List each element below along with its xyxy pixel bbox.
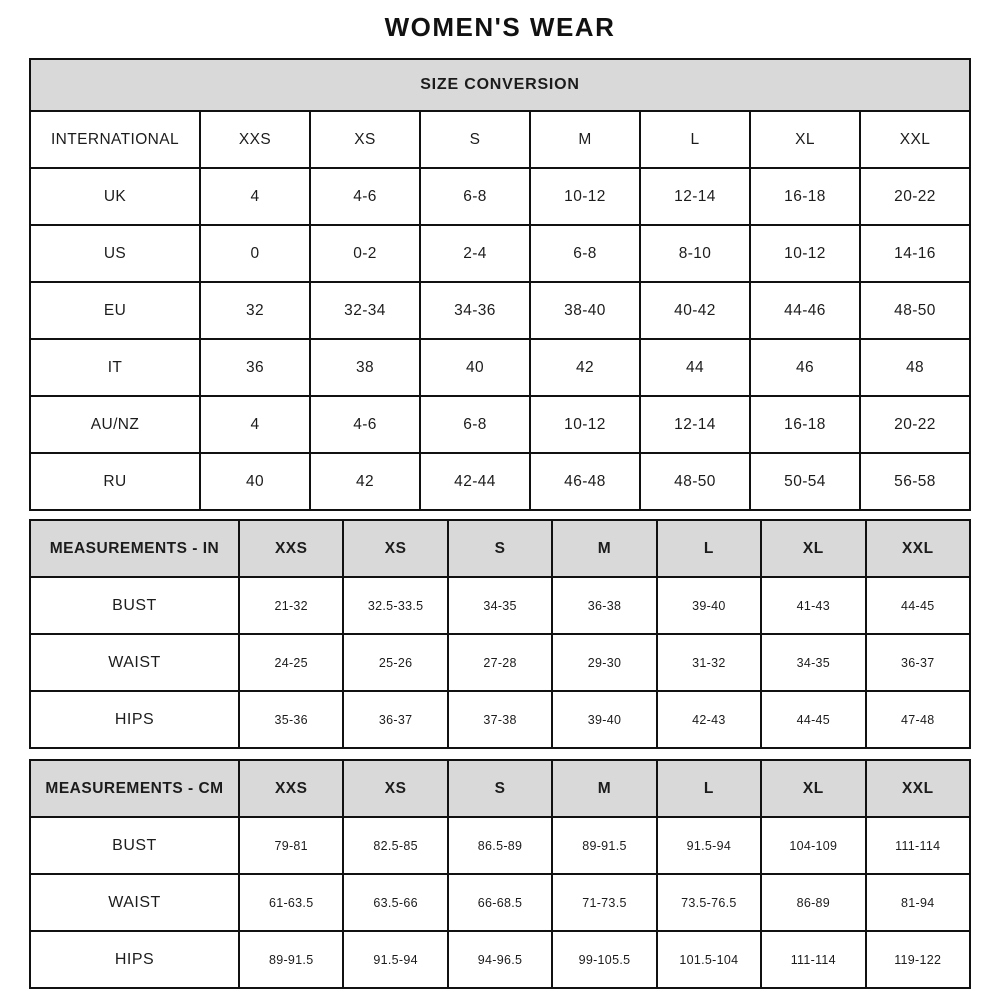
size-header: XXL [866,520,970,577]
size-cell: 20-22 [860,168,970,225]
size-cell: 38-40 [530,282,640,339]
size-cell: 12-14 [640,396,750,453]
size-cell: 0 [200,225,310,282]
measurement-cell: 99-105.5 [552,931,656,988]
measurement-cell: 31-32 [657,634,761,691]
size-cell: 6-8 [530,225,640,282]
size-header: XL [761,520,865,577]
table-row [30,931,970,988]
size-header: XS [343,760,447,817]
measurements-cm-title: MEASUREMENTS - CM [30,760,239,817]
table-row [30,874,970,931]
measurement-cell: 36-37 [343,691,447,748]
size-cell: 2-4 [420,225,530,282]
measurement-cell: 119-122 [866,931,970,988]
measurement-cell: 91.5-94 [657,817,761,874]
size-header: M [552,520,656,577]
measurement-cell: 29-30 [552,634,656,691]
size-header: XXS [239,520,343,577]
measurement-cell: 36-37 [866,634,970,691]
size-cell: 4-6 [310,396,420,453]
size-header: XL [761,760,865,817]
size-cell: XXL [860,111,970,168]
size-header: XXS [239,760,343,817]
row-label: WAIST [30,874,239,931]
size-cell: 50-54 [750,453,860,510]
size-cell: 40 [200,453,310,510]
size-cell: L [640,111,750,168]
size-cell: 8-10 [640,225,750,282]
size-header: XXL [866,760,970,817]
table-row [30,396,970,453]
size-cell: 42 [530,339,640,396]
table-row [30,453,970,510]
measurement-cell: 41-43 [761,577,865,634]
size-cell: 56-58 [860,453,970,510]
size-cell: 4 [200,396,310,453]
size-cell: 40-42 [640,282,750,339]
measurement-cell: 44-45 [866,577,970,634]
row-label: IT [30,339,200,396]
size-cell: S [420,111,530,168]
measurement-cell: 89-91.5 [239,931,343,988]
measurement-cell: 37-38 [448,691,552,748]
row-label: HIPS [30,931,239,988]
table-row [30,282,970,339]
row-label: RU [30,453,200,510]
size-cell: 38 [310,339,420,396]
size-cell: 46 [750,339,860,396]
row-label: HIPS [30,691,239,748]
size-conversion-title: SIZE CONVERSION [30,59,970,111]
measurement-cell: 101.5-104 [657,931,761,988]
measurement-cell: 89-91.5 [552,817,656,874]
row-label: BUST [30,577,239,634]
measurement-cell: 81-94 [866,874,970,931]
page-title: WOMEN'S WEAR [384,12,616,42]
measurement-cell: 91.5-94 [343,931,447,988]
size-conversion-table [29,58,971,511]
measurement-cell: 34-35 [761,634,865,691]
table-row [30,817,970,874]
size-cell: 10-12 [530,168,640,225]
size-header: XS [343,520,447,577]
measurement-cell: 94-96.5 [448,931,552,988]
row-label: INTERNATIONAL [30,111,200,168]
measurement-cell: 71-73.5 [552,874,656,931]
measurement-cell: 111-114 [866,817,970,874]
size-header: L [657,760,761,817]
size-cell: 46-48 [530,453,640,510]
table-header-row [30,760,970,817]
size-cell: XXS [200,111,310,168]
size-cell: 6-8 [420,168,530,225]
size-cell: 10-12 [530,396,640,453]
size-cell: 44 [640,339,750,396]
measurement-cell: 73.5-76.5 [657,874,761,931]
measurement-cell: 86-89 [761,874,865,931]
size-cell: 42 [310,453,420,510]
measurement-cell: 82.5-85 [343,817,447,874]
size-header: M [552,760,656,817]
size-cell: 32-34 [310,282,420,339]
measurement-cell: 42-43 [657,691,761,748]
measurement-cell: 86.5-89 [448,817,552,874]
row-label: EU [30,282,200,339]
size-cell: 16-18 [750,168,860,225]
row-label: AU/NZ [30,396,200,453]
table-row [30,225,970,282]
measurement-cell: 111-114 [761,931,865,988]
measurement-cell: 21-32 [239,577,343,634]
measurement-cell: 63.5-66 [343,874,447,931]
size-cell: 4-6 [310,168,420,225]
table-header-row [30,520,970,577]
size-cell: 36 [200,339,310,396]
measurement-cell: 104-109 [761,817,865,874]
size-cell: 48-50 [640,453,750,510]
measurement-cell: 35-36 [239,691,343,748]
table-row [30,339,970,396]
size-header: L [657,520,761,577]
size-cell: 10-12 [750,225,860,282]
measurement-cell: 32.5-33.5 [343,577,447,634]
table-row [30,168,970,225]
table-row [30,691,970,748]
measurement-cell: 39-40 [552,691,656,748]
size-cell: 0-2 [310,225,420,282]
measurement-cell: 79-81 [239,817,343,874]
measurement-cell: 25-26 [343,634,447,691]
size-cell: 6-8 [420,396,530,453]
size-cell: XS [310,111,420,168]
measurement-cell: 27-28 [448,634,552,691]
size-cell: 16-18 [750,396,860,453]
row-label: WAIST [30,634,239,691]
size-header: S [448,760,552,817]
measurements-in-title: MEASUREMENTS - IN [30,520,239,577]
size-cell: 44-46 [750,282,860,339]
measurement-cell: 66-68.5 [448,874,552,931]
size-cell: 34-36 [420,282,530,339]
measurement-cell: 24-25 [239,634,343,691]
size-cell: 48 [860,339,970,396]
measurement-cell: 44-45 [761,691,865,748]
table-row [30,634,970,691]
size-cell: 14-16 [860,225,970,282]
row-label: BUST [30,817,239,874]
measurement-cell: 47-48 [866,691,970,748]
size-cell: XL [750,111,860,168]
measurement-cell: 34-35 [448,577,552,634]
measurements-in-table [29,519,971,749]
row-label: US [30,225,200,282]
table-row [30,577,970,634]
size-header: S [448,520,552,577]
measurements-cm-table [29,759,971,989]
measurement-cell: 61-63.5 [239,874,343,931]
size-cell: 20-22 [860,396,970,453]
measurement-cell: 39-40 [657,577,761,634]
size-cell: 48-50 [860,282,970,339]
row-label: UK [30,168,200,225]
table-header-row [30,59,970,111]
size-cell: 42-44 [420,453,530,510]
size-cell: 4 [200,168,310,225]
size-cell: 32 [200,282,310,339]
size-cell: 40 [420,339,530,396]
size-cell: 12-14 [640,168,750,225]
table-row [30,111,970,168]
size-cell: M [530,111,640,168]
measurement-cell: 36-38 [552,577,656,634]
